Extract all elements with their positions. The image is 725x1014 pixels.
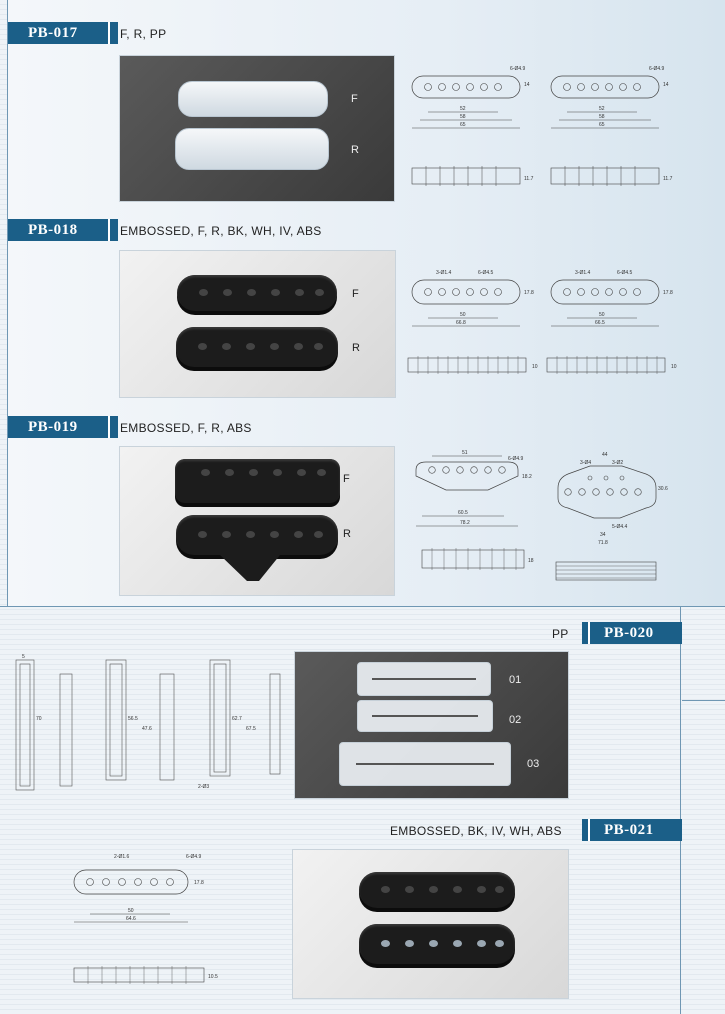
divider	[680, 606, 681, 1014]
svg-text:14: 14	[663, 82, 669, 88]
position-label: R	[352, 342, 360, 354]
product-code-tag: PB-019	[8, 416, 108, 438]
technical-drawing	[545, 266, 681, 381]
product-description: PP	[552, 627, 569, 641]
baseplate-tab	[220, 555, 280, 581]
svg-text:17.8: 17.8	[524, 290, 534, 296]
bobbin-image	[178, 81, 328, 117]
svg-text:5: 5	[22, 654, 25, 660]
svg-text:6-Ø4.9: 6-Ø4.9	[186, 854, 202, 860]
technical-drawing	[550, 448, 670, 588]
product-description: F, R, PP	[120, 27, 167, 41]
bobbin-plate-image	[357, 662, 491, 696]
bobbin-image	[175, 459, 340, 503]
svg-text:70: 70	[36, 716, 42, 722]
svg-text:3-Ø4: 3-Ø4	[580, 460, 592, 466]
position-label: F	[351, 93, 358, 105]
product-description: EMBOSSED, BK, IV, WH, ABS	[390, 824, 562, 838]
position-label: F	[352, 288, 359, 300]
svg-text:17.8: 17.8	[663, 290, 673, 296]
svg-text:58: 58	[460, 114, 466, 120]
svg-text:18.2: 18.2	[522, 474, 532, 480]
bobbin-image	[176, 515, 338, 555]
svg-text:44: 44	[602, 452, 608, 458]
svg-text:6-Ø4.9: 6-Ø4.9	[510, 66, 526, 72]
svg-text:2-Ø3: 2-Ø3	[198, 784, 210, 790]
svg-text:5-Ø4.4: 5-Ø4.4	[612, 524, 628, 530]
svg-text:17.8: 17.8	[194, 880, 204, 886]
product-description: EMBOSSED, F, R, ABS	[120, 421, 252, 435]
svg-text:3-Ø2: 3-Ø2	[612, 460, 624, 466]
svg-text:11.7: 11.7	[524, 176, 534, 182]
svg-text:52: 52	[599, 106, 605, 112]
bobbin-image	[359, 872, 515, 908]
product-code-tag: PB-018	[8, 219, 108, 241]
svg-text:10.5: 10.5	[208, 974, 218, 980]
svg-text:62.7: 62.7	[232, 716, 242, 722]
svg-text:10: 10	[671, 364, 677, 370]
svg-text:51: 51	[462, 450, 468, 456]
bobbin-image	[176, 327, 338, 367]
svg-text:71.8: 71.8	[598, 540, 608, 546]
bobbin-image	[175, 128, 329, 170]
svg-text:67.5: 67.5	[246, 726, 256, 732]
svg-text:11.7: 11.7	[663, 176, 673, 182]
svg-text:50: 50	[460, 312, 466, 318]
technical-drawing	[408, 450, 543, 578]
technical-drawing	[547, 62, 677, 197]
position-label: R	[351, 144, 359, 156]
product-code-tag: PB-017	[8, 22, 108, 44]
position-label: 03	[527, 758, 540, 770]
product-photo	[119, 250, 396, 398]
svg-text:65: 65	[460, 122, 466, 128]
svg-text:66.8: 66.8	[456, 320, 466, 326]
product-description: EMBOSSED, F, R, BK, WH, IV, ABS	[120, 224, 322, 238]
divider	[682, 700, 725, 701]
product-photo	[119, 55, 395, 202]
svg-text:47.6: 47.6	[142, 726, 152, 732]
position-label: F	[343, 473, 350, 485]
svg-text:14: 14	[524, 82, 530, 88]
svg-text:6-Ø4.9: 6-Ø4.9	[508, 456, 524, 462]
position-label: 02	[509, 714, 522, 726]
svg-text:56.5: 56.5	[128, 716, 138, 722]
bobbin-plate-image	[357, 700, 493, 732]
svg-text:50: 50	[599, 312, 605, 318]
svg-text:60.5: 60.5	[458, 510, 468, 516]
product-photo	[119, 446, 395, 596]
technical-drawing	[70, 846, 220, 996]
product-photo	[294, 651, 569, 799]
svg-text:52: 52	[460, 106, 466, 112]
svg-text:3-Ø1.4: 3-Ø1.4	[575, 270, 591, 276]
svg-text:65: 65	[599, 122, 605, 128]
svg-text:3-Ø1.4: 3-Ø1.4	[436, 270, 452, 276]
bobbin-image	[177, 275, 337, 311]
svg-text:58: 58	[599, 114, 605, 120]
technical-drawing	[408, 62, 538, 197]
divider	[0, 606, 682, 607]
svg-text:10: 10	[532, 364, 538, 370]
svg-text:66.5: 66.5	[595, 320, 605, 326]
svg-text:30.6: 30.6	[658, 486, 668, 492]
position-label: 01	[509, 674, 522, 686]
svg-text:78.2: 78.2	[460, 520, 470, 526]
svg-text:2-Ø1.6: 2-Ø1.6	[114, 854, 130, 860]
svg-text:6-Ø4.5: 6-Ø4.5	[617, 270, 633, 276]
svg-text:6-Ø4.5: 6-Ø4.5	[478, 270, 494, 276]
bobbin-plate-image	[339, 742, 511, 786]
product-photo	[292, 849, 569, 999]
svg-text:34: 34	[600, 532, 606, 538]
svg-text:6-Ø4.9: 6-Ø4.9	[649, 66, 665, 72]
svg-text:64.6: 64.6	[126, 916, 136, 922]
svg-text:18: 18	[528, 558, 534, 564]
position-label: R	[343, 528, 351, 540]
svg-text:50: 50	[128, 908, 134, 914]
product-code-tag: PB-021	[590, 819, 682, 841]
technical-drawing	[10, 650, 285, 795]
product-code-tag: PB-020	[590, 622, 682, 644]
bobbin-image	[359, 924, 515, 964]
technical-drawing	[406, 266, 542, 381]
